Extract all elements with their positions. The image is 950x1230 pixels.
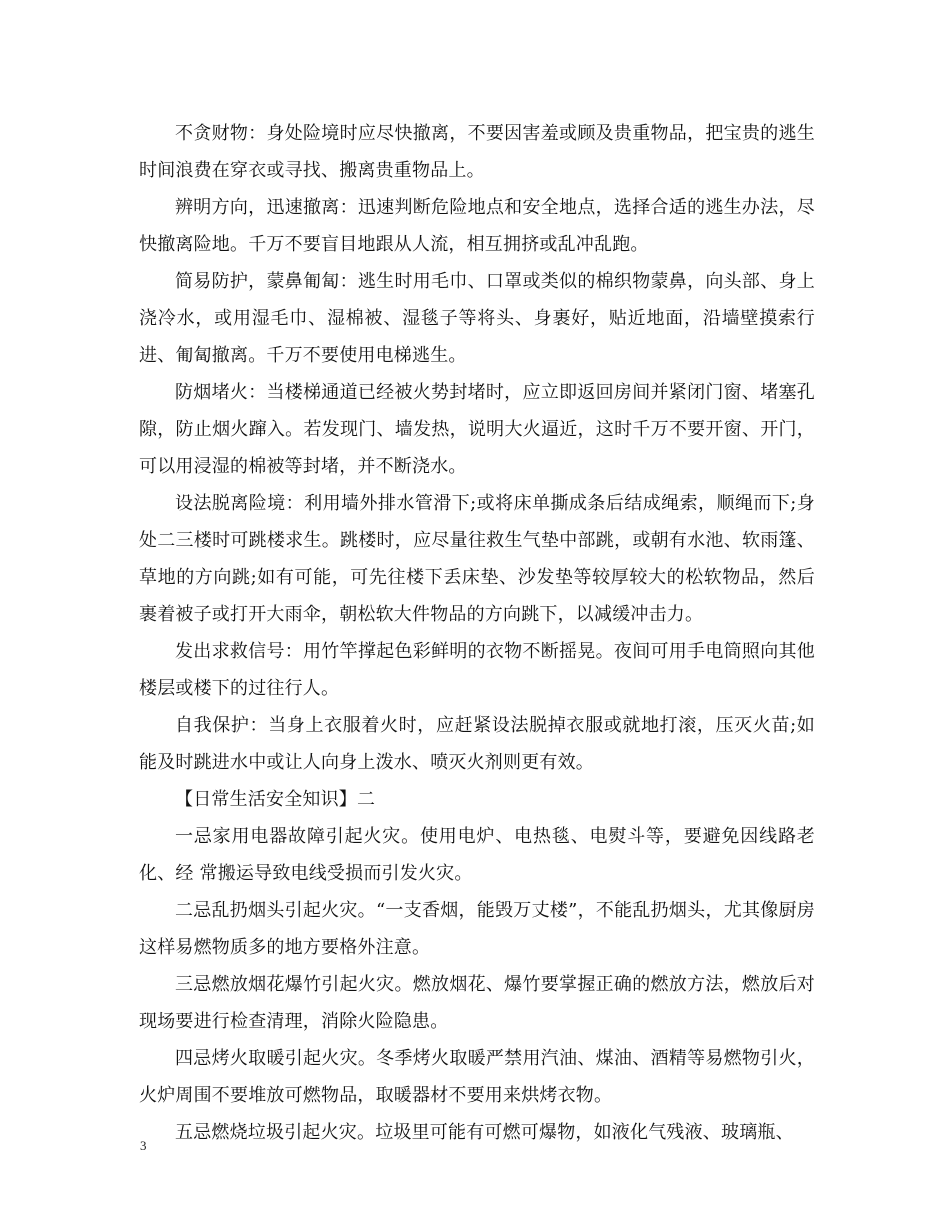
paragraph-escape: 设法脱离险境：利用墙外排水管滑下;或将床单撕成条后结成绳索，顺绳而下;身处二三楼时可跳楼求生。跳楼时，应尽量往救生气垫中部跳，或朝有水池、软雨篷、草地的方向跳;如有可能，可先往楼下丢床垫、沙发垫等较厚较大的松软物品，然后裹着被子或打开大雨伞，朝松软大件物品的方向跳下，以减缓冲击力。 <box>139 493 815 625</box>
document-body <box>139 115 815 1151</box>
paragraph-taboo-5: 五忌燃烧垃圾引起火灾。垃圾里可能有可燃可爆物，如液化气残液、玻璃瓶、 <box>175 1122 794 1143</box>
paragraph-taboo-4: 四忌烤火取暖引起火灾。冬季烤火取暖严禁用汽油、煤油、酒精等易燃物引火，火炉周围不要堆放可燃物品，取暖器材不要用来烘烤衣物。 <box>139 1048 815 1106</box>
paragraph-protection: 简易防护，蒙鼻匍匐：逃生时用毛巾、口罩或类似的棉织物蒙鼻，向头部、身上浇冷水，或用湿毛巾、湿棉被、湿毯子等将头、身裹好，贴近地面，沿墙壁摸索行进、匍匐撤离。千万不要使用电梯逃生。 <box>139 271 815 366</box>
paragraph-taboo-1: 一忌家用电器故障引起火灾。使用电炉、电热毯、电熨斗等，要避免因线路老化、经 常搬运导致电线受损而引发火灾。 <box>139 826 815 884</box>
paragraph-taboo-2: 二忌乱扔烟头引起火灾。“一支香烟，能毁万丈楼”，不能乱扔烟头，尤其像厨房这样易燃物质多的地方要格外注意。 <box>139 900 815 958</box>
paragraph-direction: 辨明方向，迅速撤离：迅速判断危险地点和安全地点，选择合适的逃生办法，尽快撤离险地。千万不要盲目地跟从人流，相互拥挤或乱冲乱跑。 <box>139 197 815 255</box>
paragraph-smoke: 防烟堵火：当楼梯通道已经被火势封堵时，应立即返回房间并紧闭门窗、堵塞孔隙，防止烟火蹿入。若发现门、墙发热，说明大火逼近，这时千万不要开窗、开门，可以用浸湿的棉被等封堵，并不断浇水。 <box>139 382 815 477</box>
page-number: 3 <box>140 1138 147 1153</box>
paragraph-self-protection: 自我保护：当身上衣服着火时，应赶紧设法脱掉衣服或就地打滚，压灭火苗;如能及时跳进水中或让人向身上泼水、喷灭火剂则更有效。 <box>139 715 815 773</box>
section-heading: 【日常生活安全知识】二 <box>175 789 376 810</box>
paragraph-no-greed: 不贪财物：身处险境时应尽快撤离，不要因害羞或顾及贵重物品，把宝贵的逃生时间浪费在穿衣或寻找、搬离贵重物品上。 <box>139 123 815 181</box>
paragraph-signal: 发出求救信号：用竹竿撑起色彩鲜明的衣物不断摇晃。夜间可用手电筒照向其他楼层或楼下的过往行人。 <box>139 641 815 699</box>
paragraph-taboo-3: 三忌燃放烟花爆竹引起火灾。燃放烟花、爆竹要掌握正确的燃放方法，燃放后对现场要进行检查清理，消除火险隐患。 <box>139 974 815 1032</box>
